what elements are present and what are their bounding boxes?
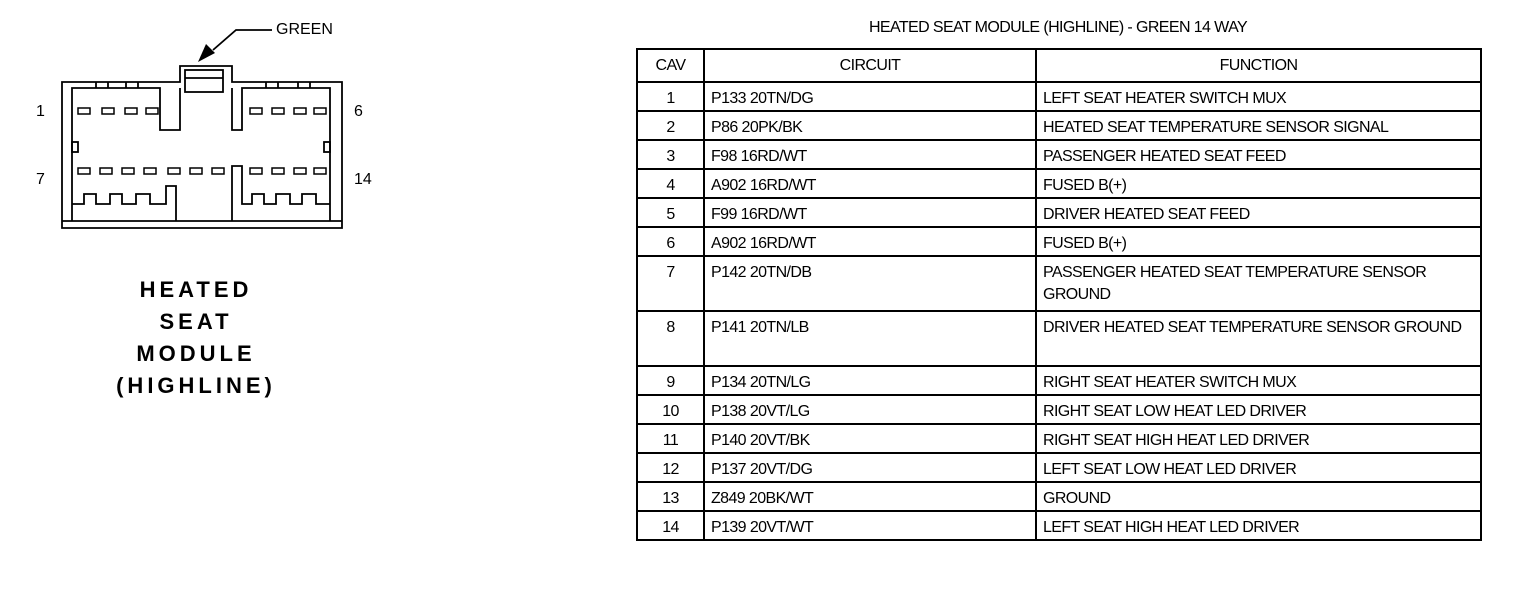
cav-cell: 10 — [637, 395, 704, 424]
cav-cell: 11 — [637, 424, 704, 453]
table-row — [637, 169, 1481, 198]
pin-label-14: 14 — [354, 171, 372, 188]
table-row — [637, 140, 1481, 169]
cav-cell: 2 — [637, 111, 704, 140]
function-cell: LEFT SEAT HEATER SWITCH MUX — [1036, 82, 1481, 111]
table-row — [637, 227, 1481, 256]
latch — [185, 70, 223, 92]
function-cell: RIGHT SEAT HIGH HEAT LED DRIVER — [1036, 424, 1481, 453]
cav-cell: 8 — [637, 311, 704, 366]
circuit-cell: P140 20VT/BK — [704, 424, 1036, 453]
cav-cell: 7 — [637, 256, 704, 311]
circuit-cell: A902 16RD/WT — [704, 227, 1036, 256]
circuit-cell: F98 16RD/WT — [704, 140, 1036, 169]
connector-diagram — [0, 0, 600, 260]
arrow-head — [198, 44, 215, 62]
module-name-line: (HIGHLINE) — [116, 373, 276, 398]
table-header-row — [637, 49, 1481, 82]
cav-cell: 1 — [637, 82, 704, 111]
circuit-cell: A902 16RD/WT — [704, 169, 1036, 198]
circuit-cell: P142 20TN/DB — [704, 256, 1036, 311]
function-cell: PASSENGER HEATED SEAT TEMPERATURE SENSOR GROUND — [1036, 256, 1481, 311]
circuit-cell: F99 16RD/WT — [704, 198, 1036, 227]
cav-cell: 9 — [637, 366, 704, 395]
table-row — [637, 111, 1481, 140]
module-name-line: HEATED — [139, 277, 253, 302]
green-leader-line — [213, 30, 272, 50]
cavity-slots — [78, 108, 326, 174]
circuit-cell: P86 20PK/BK — [704, 111, 1036, 140]
circuit-cell: P133 20TN/DG — [704, 82, 1036, 111]
cav-cell: 4 — [637, 169, 704, 198]
module-name-line: MODULE — [136, 341, 256, 366]
wire-color-label: GREEN — [276, 21, 333, 38]
cav-cell: 12 — [637, 453, 704, 482]
table-row — [637, 311, 1481, 366]
header-cav: CAV — [637, 49, 704, 82]
module-name-line: SEAT — [159, 309, 233, 334]
table-row — [637, 198, 1481, 227]
function-cell: LEFT SEAT LOW HEAT LED DRIVER — [1036, 453, 1481, 482]
circuit-cell: P138 20VT/LG — [704, 395, 1036, 424]
circuit-cell: P141 20TN/LB — [704, 311, 1036, 366]
cav-cell: 6 — [637, 227, 704, 256]
function-cell: PASSENGER HEATED SEAT FEED — [1036, 140, 1481, 169]
table-row — [637, 424, 1481, 453]
cavity-table — [636, 48, 1482, 541]
circuit-cell: P134 20TN/LG — [704, 366, 1036, 395]
cav-cell: 13 — [637, 482, 704, 511]
pin-label-1: 1 — [36, 103, 45, 120]
header-function: FUNCTION — [1036, 49, 1481, 82]
header-circuit: CIRCUIT — [704, 49, 1036, 82]
function-cell: RIGHT SEAT HEATER SWITCH MUX — [1036, 366, 1481, 395]
cav-cell: 3 — [637, 140, 704, 169]
right-key — [324, 142, 330, 152]
function-cell: DRIVER HEATED SEAT FEED — [1036, 198, 1481, 227]
pin-label-6: 6 — [354, 103, 363, 120]
function-cell: DRIVER HEATED SEAT TEMPERATURE SENSOR GROUND — [1036, 311, 1481, 366]
table-title: HEATED SEAT MODULE (HIGHLINE) - GREEN 14 WAY — [868, 19, 1248, 36]
function-cell: HEATED SEAT TEMPERATURE SENSOR SIGNAL — [1036, 111, 1481, 140]
table-row — [637, 482, 1481, 511]
cav-cell: 14 — [637, 511, 704, 540]
circuit-cell: P137 20VT/DG — [704, 453, 1036, 482]
table-row — [637, 256, 1481, 311]
circuit-cell: P139 20VT/WT — [704, 511, 1036, 540]
cav-cell: 5 — [637, 198, 704, 227]
function-cell: FUSED B(+) — [1036, 169, 1481, 198]
circuit-cell: Z849 20BK/WT — [704, 482, 1036, 511]
table-row — [637, 511, 1481, 540]
function-cell: RIGHT SEAT LOW HEAT LED DRIVER — [1036, 395, 1481, 424]
table-row — [637, 82, 1481, 111]
table-row — [637, 395, 1481, 424]
function-cell: LEFT SEAT HIGH HEAT LED DRIVER — [1036, 511, 1481, 540]
function-cell: FUSED B(+) — [1036, 227, 1481, 256]
pin-label-7: 7 — [36, 171, 45, 188]
table-row — [637, 366, 1481, 395]
table-row — [637, 453, 1481, 482]
function-cell: GROUND — [1036, 482, 1481, 511]
module-name — [96, 274, 296, 402]
